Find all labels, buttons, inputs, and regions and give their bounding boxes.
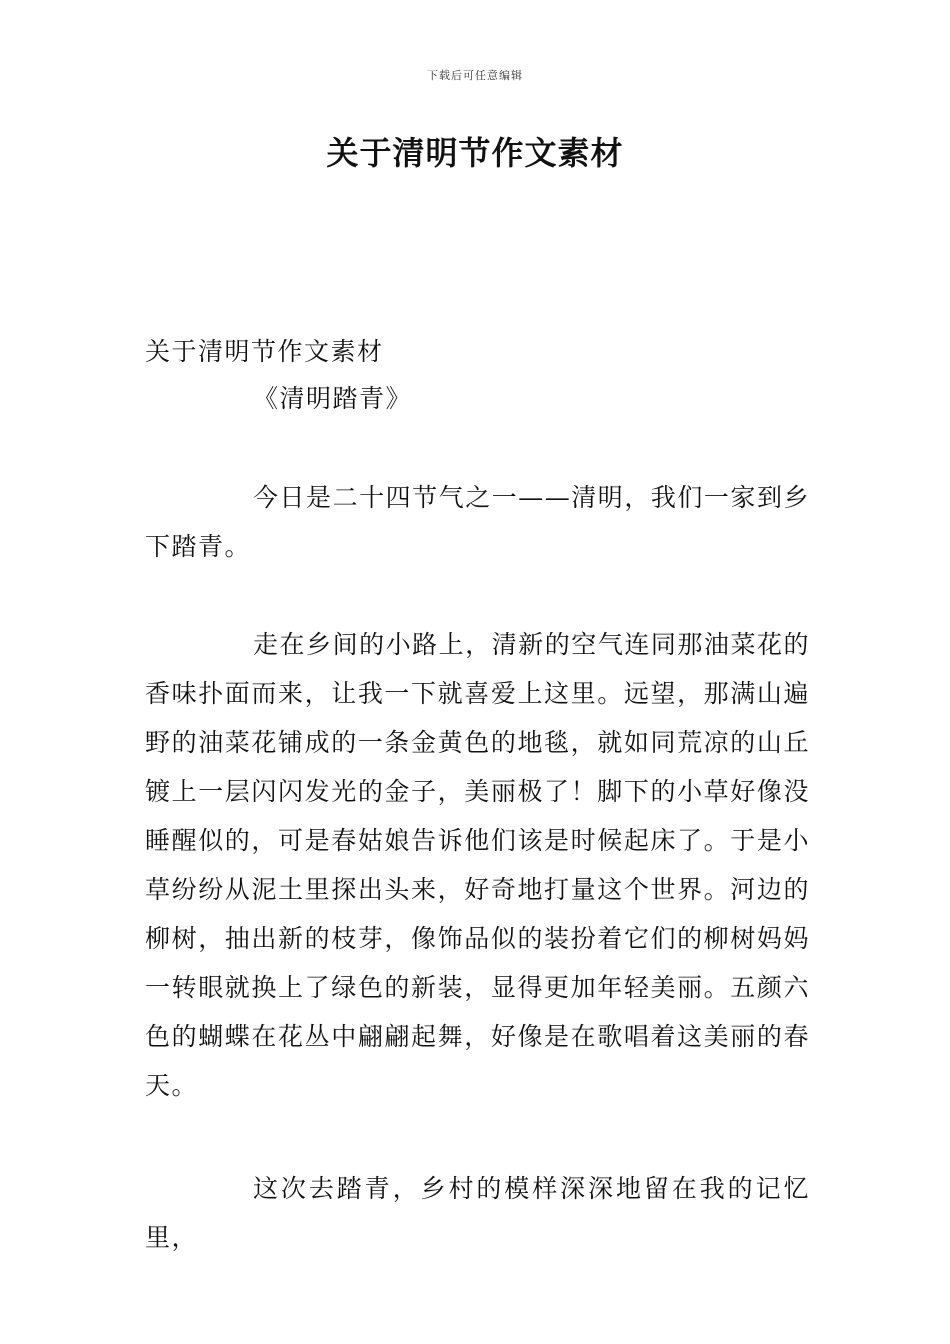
document-title: 关于清明节作文素材 [326,134,624,172]
header-note: 下载后可任意编辑 [427,69,523,82]
essay-title: 《清明踏青》 [253,384,413,413]
subtitle-line: 关于清明节作文素材 [145,337,384,366]
paragraph-2: 走在乡间的小路上，清新的空气连同那油菜花的香味扑面而来，让我一下就喜爱上这里。远望，那满山遍野的油菜花铺成的一条金黄色的地毯，就如同荒凉的山丘镀上一层闪闪发光的金子，美丽极了！脚下的小草好像没睡醒似的，可是春姑娘告诉他们该是时候起床了。于是小草纷纷从泥土里探出头来，好奇地打量这个世界。河边的柳树，抽出新的枝芽，像饰品似的装扮着它们的柳树妈妈一转眼就换上了绿色的新装，显得更加年轻美丽。五颜六色的蝴蝶在花丛中翩翩起舞，好像是在歌唱着这美丽的春天。 [145,630,810,1100]
paragraph-3: 这次去踏青，乡村的模样深深地留在我的记忆里， [145,1174,810,1252]
paragraph-1: 今日是二十四节气之一——清明，我们一家到乡下踏青。 [145,483,810,561]
